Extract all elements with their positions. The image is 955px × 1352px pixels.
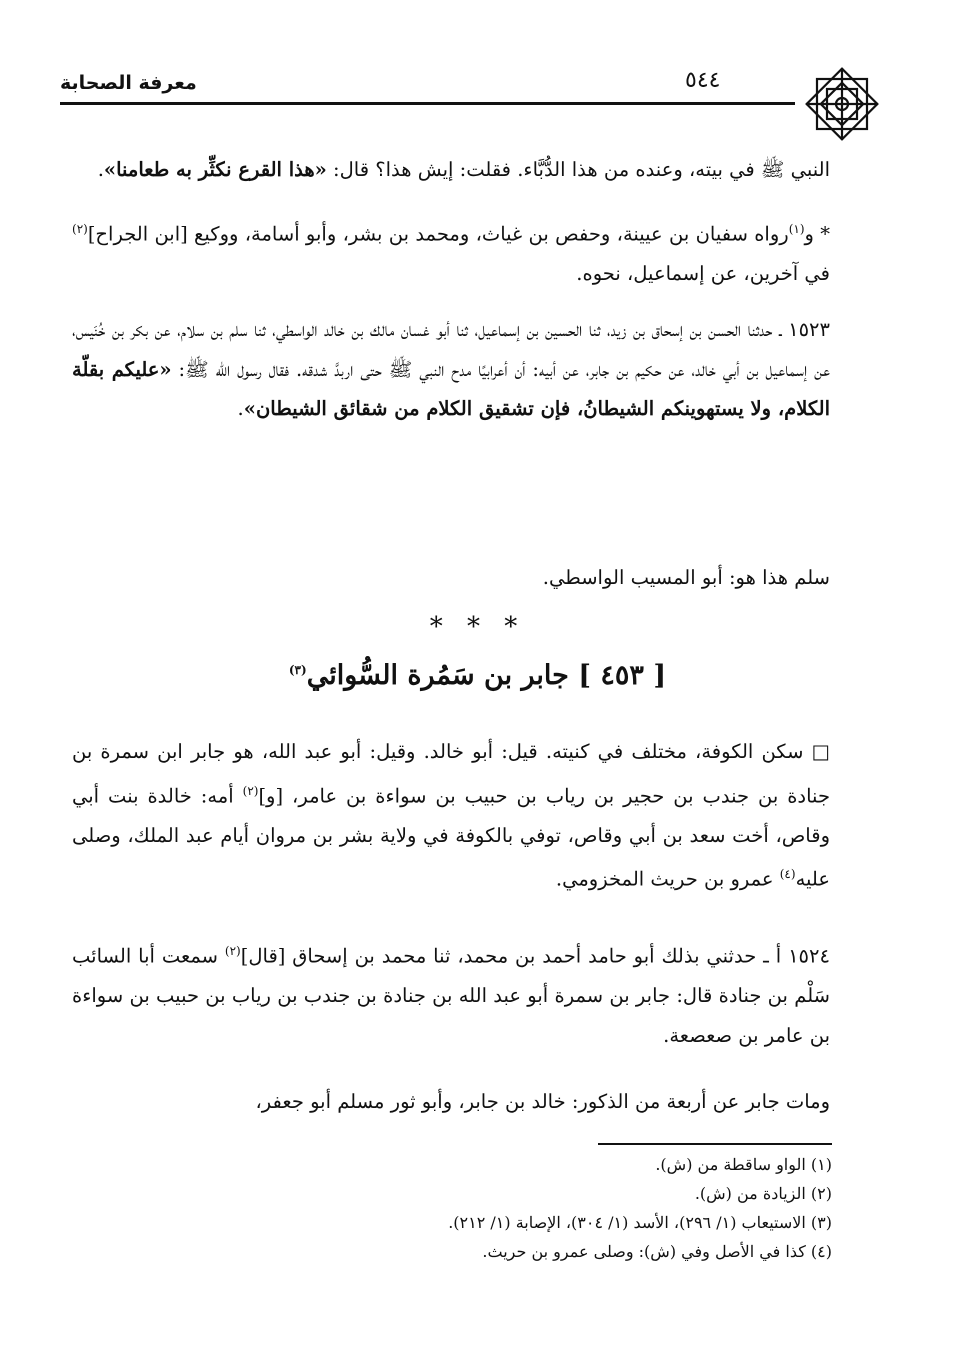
footnote-ref-2b: (٢): [242, 783, 259, 798]
paragraph-1524: [72, 932, 830, 1055]
page-header: [60, 62, 905, 122]
section-heading: [0, 660, 955, 691]
footnote-4: (٤) كذا في الأصل وفي (ش): وصلى عمرو بن حريث.: [482, 1242, 832, 1261]
p2-text: رواه سفيان بن عيينة، وحفص بن غياث، ومحمد بن بشر، وأبو أسامة، ووكيع [ابن الجراح]: [87, 222, 789, 246]
p4-text: سلم هذا هو: أبو المسيب الواسطي.: [542, 566, 830, 589]
paragraph-note: [72, 558, 830, 598]
section-title: [ ٤٥٣ ] جابر بن سَمُرة السُّوائي: [306, 660, 667, 691]
footnote-1: (١) الواو ساقطة من (ش).: [655, 1155, 832, 1174]
footnote-ref-4: (٤): [779, 867, 796, 881]
footnotes: [200, 1150, 832, 1266]
p5-text-2: أمه: خالدة بنت أبي وقاص، أخت سعد بن أبي وقاص، توفي بالكوفة في ولاية بشر بن مروان أيام عبد الملك، وصلى عليه: [72, 784, 830, 891]
footnote-ref-2: (٢): [72, 222, 88, 236]
section-separator: * * *: [429, 612, 526, 642]
footnote-ref-1: (١): [788, 222, 805, 236]
paragraph-biography: [72, 732, 830, 899]
p6-text-2: سمعت أبا السائب سَلْم بن جنادة قال: جابر بن سمرة أبو عبد الله بن جنادة بن جندب بن رياب بن حبيب بن سواءة بن عامر بن صعصعة.: [72, 944, 830, 1047]
footnote-ref-3: (٣): [288, 663, 307, 677]
paragraph-2: [72, 210, 830, 294]
paragraph-1: [72, 150, 830, 190]
p2-end: في آخرين، عن إسماعيل، نحوه.: [576, 262, 830, 285]
footnote-ref-2c: (٢): [224, 944, 241, 958]
footnote-3: (٣) الاستيعاب (١/ ٢٩٦)، الأسد (١/ ٣٠٤)، الإصابة (١/ ٢١٢).: [448, 1213, 832, 1232]
p3-end: .: [237, 397, 244, 420]
running-title: معرفة الصحابة: [60, 72, 197, 94]
p2-star: * و: [804, 222, 830, 246]
footnote-rule: [598, 1143, 832, 1145]
paragraph-1523: [72, 310, 830, 429]
page-number: ٥٤٤: [685, 68, 721, 93]
p1-quote: «هذا القرع نكثِّر به طعامنا»: [103, 158, 327, 181]
p5-text: □ سكن الكوفة، مختلف في كنيته. قيل: أبو خالد. وقيل: أبو عبد الله، هو جابر ابن سمرة بن جنادة بن جندب بن حجير بن رياب بن حبيب بن سواءة بن عامر، [و]: [72, 740, 830, 807]
paragraph-last: [72, 1082, 830, 1122]
header-rule: [60, 102, 795, 105]
p3-text: ١٥٢٣ ـ حدثنا الحسن بن إسحاق بن زيد، ثنا الحسين بن إسماعيل، ثنا أبو غسان مالك بن خالد الواسطي، ثنا سلم بن سلام، عن بكر بن خُنَيس، عن إسماعيل بن أبي خالد، عن حكيم بن جابر، عن أبيه: أن أعرابيًا مدح النبي ﷺ حتى اربدَّ شدقه. فقال رسول الله ﷺ:: [72, 318, 830, 381]
p1-text: النبي ﷺ في بيته، وعنده من هذا الدُّبَّاء. فقلت: إيش هذا؟ قال:: [326, 158, 830, 181]
p6-text: ١٥٢٤ أ ـ حدثني بذلك أبو حامد أحمد بن محمد، ثنا محمد بن إسحاق [قال]: [240, 944, 830, 968]
p3-quote: «عليكم بقلّة الكلام، ولا يستهوينكم الشيطانُ، فإن تشقيق الكلام من شقائق الشيطان»: [72, 357, 830, 420]
p5-text-3: عمرو بن حريث المخزومي.: [555, 867, 780, 891]
star-ornament-icon: [800, 62, 884, 146]
p1-end: .: [97, 158, 104, 181]
p7-text: ومات جابر عن أربعة من الذكور: خالد بن جابر، وأبو ثور مسلم أبو جعفر،: [255, 1090, 830, 1113]
footnote-2: (٢) الزيادة من (ش).: [694, 1184, 832, 1203]
